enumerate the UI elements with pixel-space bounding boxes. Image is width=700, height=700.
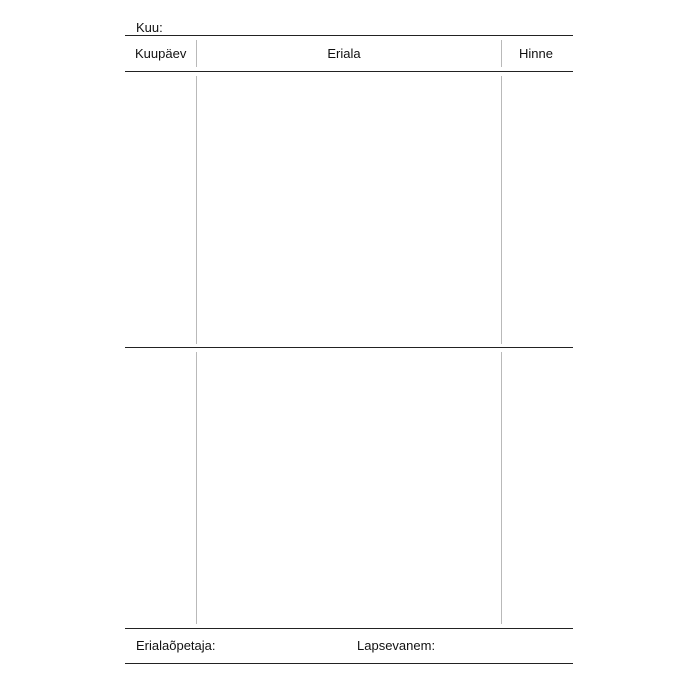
teacher-signature-label: Erialaõpetaja: bbox=[136, 638, 216, 653]
month-label: Kuu: bbox=[136, 20, 163, 35]
middle-section-line bbox=[125, 347, 573, 348]
header-divider-right bbox=[501, 40, 502, 67]
header-bottom-line bbox=[125, 71, 573, 72]
column-header-subject: Eriala bbox=[327, 46, 361, 61]
section1-divider-right bbox=[501, 76, 502, 344]
top-border-line bbox=[125, 35, 573, 36]
parent-signature-label: Lapsevanem: bbox=[357, 638, 436, 653]
column-header-date: Kuupäev bbox=[135, 46, 187, 61]
bottom-border-line bbox=[125, 663, 573, 664]
section2-divider-right bbox=[501, 352, 502, 624]
footer-top-line bbox=[125, 628, 573, 629]
section2-divider-left bbox=[196, 352, 197, 624]
column-header-grade: Hinne bbox=[519, 46, 553, 61]
header-divider-left bbox=[196, 40, 197, 67]
section1-divider-left bbox=[196, 76, 197, 344]
